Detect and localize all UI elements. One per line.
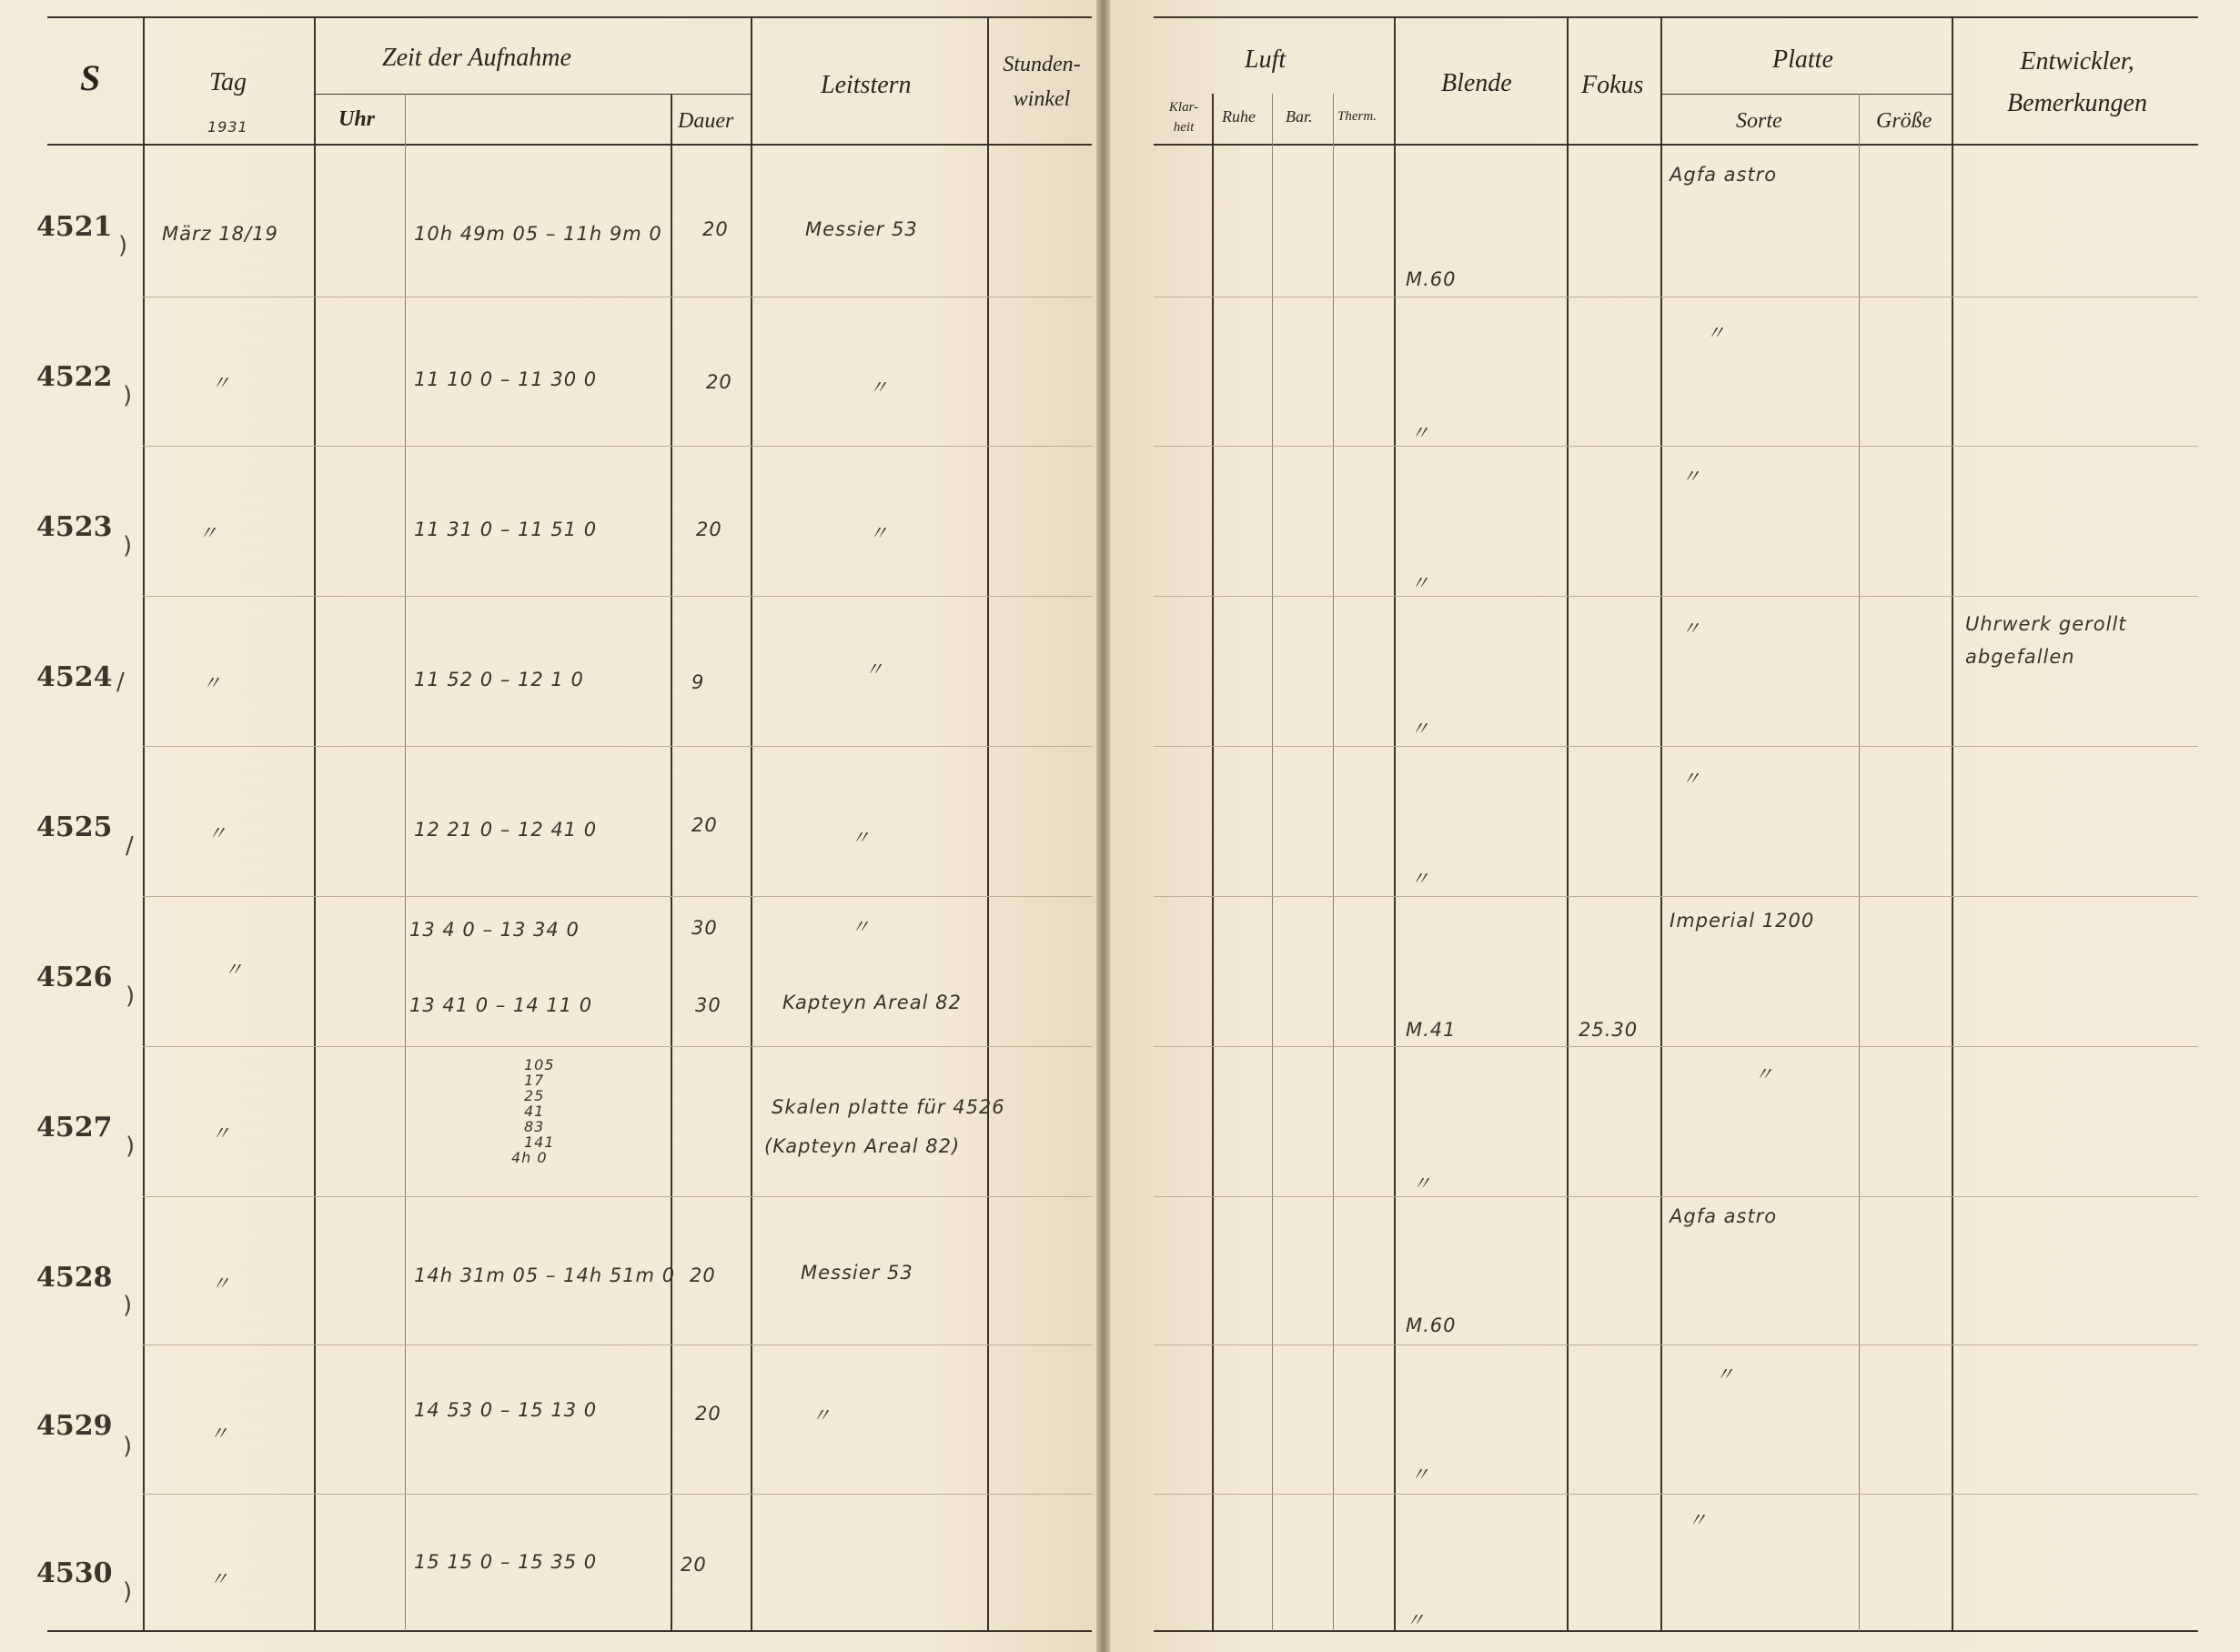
check-mark: ) [123, 1578, 133, 1606]
check-mark: ) [123, 1292, 133, 1319]
row-number: 4523 [36, 511, 113, 543]
bemerkung-cell: Uhrwerk gerollt abgefallen [1965, 613, 2127, 668]
uhr-list-item: 41 [524, 1103, 545, 1120]
header-stundenwinkel-2: winkel [1013, 87, 1071, 111]
blende-cell: M.41 [1406, 1019, 1457, 1041]
right-page [1110, 0, 2240, 1652]
left-col-sep-5 [751, 16, 752, 1632]
right-header-rule [1154, 144, 2198, 146]
right-col-sep-3 [1333, 94, 1334, 1631]
right-col-sep-6 [1660, 16, 1662, 1632]
tag-cell: 〃 [202, 672, 222, 694]
header-blende: Blende [1441, 69, 1512, 97]
left-col-sep-6 [987, 16, 989, 1632]
header-stundenwinkel-1: Stunden- [1003, 53, 1081, 76]
leitstern-cell: 〃 [869, 377, 889, 398]
row-rule [1154, 1494, 2198, 1495]
dauer-cell: 30 [691, 917, 718, 939]
right-col-sep-7 [1859, 94, 1860, 1631]
dauer-cell: 9 [691, 671, 705, 693]
blende-cell: 〃 [1410, 422, 1430, 444]
tag-cell: 〃 [209, 1568, 229, 1590]
right-col-sep-2 [1272, 94, 1273, 1631]
row-rule [1154, 446, 2198, 447]
header-ruhe: Ruhe [1222, 107, 1256, 126]
uhr-cell: 10h 49m 05 – 11h 9m 0 [414, 223, 662, 245]
sorte-cell: Imperial 1200 [1670, 910, 1815, 932]
dauer-cell-second: 30 [695, 994, 721, 1016]
check-mark: ) [126, 1133, 136, 1160]
row-number: 4522 [36, 361, 113, 393]
row-rule [1154, 896, 2198, 897]
leitstern-cell: 〃 [864, 659, 884, 680]
header-klarheit-1: Klar- [1168, 100, 1199, 115]
uhr-cell: 11 10 0 – 11 30 0 [414, 368, 598, 390]
header-bar: Bar. [1286, 107, 1313, 126]
row-number: 4527 [36, 1112, 113, 1143]
check-mark: ) [123, 532, 133, 559]
header-luft: Luft [1245, 45, 1286, 74]
leitstern-cell: 〃 [851, 827, 871, 849]
uhr-list [511, 1056, 555, 1166]
left-col-sep-3 [405, 94, 406, 1631]
uhr-list-item: 4h 0 [511, 1149, 548, 1166]
sorte-cell: 〃 [1681, 768, 1701, 790]
tag-cell: 〃 [211, 1123, 231, 1144]
leitstern-cell-second: (Kapteyn Areal 82) [764, 1135, 961, 1157]
uhr-cell: 13 4 0 – 13 34 0 [409, 919, 580, 941]
uhr-cell: 14h 31m 05 – 14h 51m 0 [414, 1264, 676, 1286]
check-mark: ) [123, 382, 133, 409]
header-fokus: Fokus [1581, 71, 1644, 99]
row-rule [1154, 1196, 2198, 1197]
uhr-list-item: 105 [524, 1056, 555, 1073]
dauer-cell: 20 [690, 1264, 716, 1286]
sorte-cell: Agfa astro [1670, 1205, 1778, 1227]
tag-cell: 〃 [198, 522, 218, 544]
uhr-list-item: 25 [524, 1087, 545, 1104]
blende-cell: 〃 [1412, 1173, 1432, 1194]
blende-cell: M.60 [1406, 268, 1457, 290]
right-col-sep-4 [1394, 16, 1396, 1632]
tag-cell: 〃 [224, 959, 244, 981]
leitstern-cell: Messier 53 [801, 1262, 913, 1284]
header-tag: Tag [209, 68, 247, 96]
header-groesse: Größe [1876, 109, 1932, 133]
left-col-sep-1 [143, 16, 145, 1632]
sorte-cell: Agfa astro [1670, 164, 1778, 186]
uhr-list-item: 17 [524, 1072, 545, 1089]
row-rule [1154, 746, 2198, 747]
sorte-cell: 〃 [1681, 618, 1701, 640]
tag-cell: 〃 [207, 822, 227, 844]
uhr-cell-second: 13 41 0 – 14 11 0 [409, 994, 593, 1016]
leitstern-cell: 〃 [869, 522, 889, 544]
right-bottom-rule [1154, 1630, 2198, 1632]
right-col-sep-1 [1212, 94, 1214, 1631]
dauer-cell: 20 [706, 371, 732, 393]
left-header-rule [47, 144, 1092, 146]
book-gutter [1096, 0, 1110, 1652]
left-col-sep-2 [314, 16, 316, 1632]
check-mark: / [126, 832, 134, 860]
uhr-cell: 15 15 0 – 15 35 0 [414, 1551, 598, 1573]
blende-cell: 〃 [1410, 1464, 1430, 1486]
left-col-sep-4 [671, 94, 672, 1631]
row-number: 4526 [36, 962, 113, 993]
sorte-cell: 〃 [1688, 1509, 1708, 1531]
header-entwickler-2: Bemerkungen [2007, 89, 2147, 117]
row-number: 4524 [36, 661, 113, 693]
uhr-cell: 14 53 0 – 15 13 0 [414, 1399, 598, 1421]
dauer-cell: 20 [702, 218, 729, 240]
right-top-rule [1154, 16, 2198, 18]
fokus-cell: 25.30 [1579, 1019, 1639, 1041]
dauer-cell: 20 [696, 519, 722, 540]
dauer-cell: 20 [695, 1403, 721, 1425]
tag-cell: 〃 [209, 1423, 229, 1445]
header-leitstern: Leitstern [821, 71, 912, 99]
uhr-list-item: 141 [524, 1133, 555, 1151]
header-platte: Platte [1772, 45, 1833, 74]
row-number: 4521 [36, 211, 113, 243]
right-col-sep-5 [1567, 16, 1569, 1632]
leitstern-cell: Messier 53 [805, 218, 918, 240]
leitstern-cell: 〃 [812, 1405, 832, 1426]
row-number: 4530 [36, 1557, 113, 1589]
header-tag-year: 1931 [207, 118, 248, 136]
row-rule [143, 896, 1092, 897]
header-entwickler-1: Entwickler, [2020, 47, 2134, 76]
header-therm: Therm. [1337, 109, 1377, 124]
tag-cell: 〃 [211, 1273, 231, 1294]
header-uhr: Uhr [338, 107, 376, 131]
dauer-cell: 20 [691, 814, 718, 836]
dauer-cell: 20 [681, 1554, 707, 1576]
check-mark: ) [118, 232, 128, 259]
uhr-list-item: 83 [524, 1118, 545, 1135]
row-number: 4525 [36, 811, 113, 843]
leitstern-cell-second: Kapteyn Areal 82 [782, 992, 962, 1013]
row-rule [143, 1494, 1092, 1495]
tag-cell: 〃 [211, 372, 231, 394]
zeit-sub-rule [314, 94, 751, 95]
tag-cell: März 18/19 [162, 223, 278, 245]
row-rule [143, 1196, 1092, 1197]
header-dauer: Dauer [678, 109, 734, 133]
blende-cell: 〃 [1410, 572, 1430, 594]
sorte-cell: 〃 [1681, 466, 1701, 488]
left-top-rule [47, 16, 1092, 18]
row-rule [143, 596, 1092, 597]
platte-sub-rule [1660, 94, 1952, 95]
header-s: S [80, 57, 101, 98]
check-mark: ) [123, 1433, 133, 1460]
row-rule [143, 1046, 1092, 1047]
right-col-sep-8 [1952, 16, 1953, 1632]
sorte-cell: 〃 [1754, 1063, 1774, 1085]
leitstern-cell: Skalen platte für 4526 [772, 1096, 1005, 1118]
header-klarheit-2: heit [1173, 120, 1195, 135]
row-number: 4528 [36, 1262, 113, 1294]
header-sorte: Sorte [1736, 109, 1782, 133]
header-zeit: Zeit der Aufnahme [382, 44, 571, 72]
blende-cell: M.60 [1406, 1315, 1457, 1336]
row-rule [143, 746, 1092, 747]
row-rule [1154, 1046, 2198, 1047]
row-rule [143, 446, 1092, 447]
row-number: 4529 [36, 1410, 113, 1442]
check-mark: / [116, 669, 125, 696]
left-bottom-rule [47, 1630, 1092, 1632]
sorte-cell: 〃 [1706, 322, 1726, 344]
uhr-cell: 11 31 0 – 11 51 0 [414, 519, 598, 540]
sorte-cell: 〃 [1715, 1364, 1735, 1385]
row-rule [1154, 596, 2198, 597]
check-mark: ) [126, 982, 136, 1010]
blende-cell: 〃 [1406, 1609, 1426, 1631]
uhr-cell: 12 21 0 – 12 41 0 [414, 819, 598, 841]
blende-cell: 〃 [1410, 868, 1430, 890]
leitstern-cell: 〃 [851, 916, 871, 938]
uhr-cell: 11 52 0 – 12 1 0 [414, 669, 584, 690]
blende-cell: 〃 [1410, 718, 1430, 740]
